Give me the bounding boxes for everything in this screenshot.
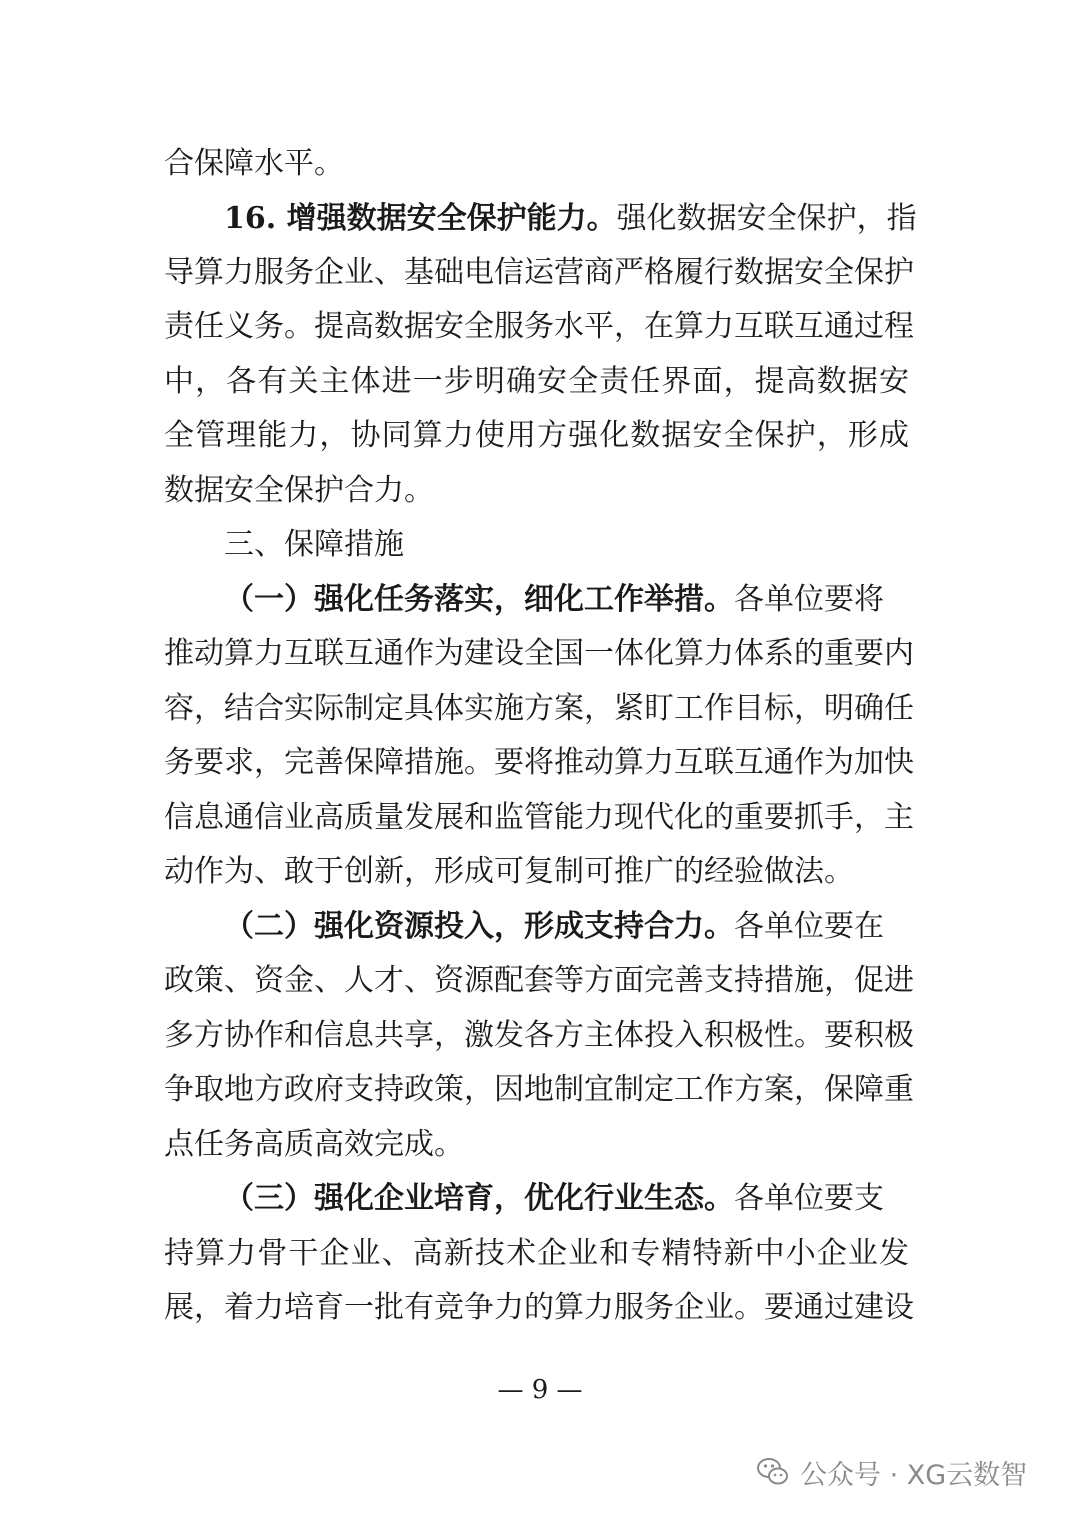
text-line: 容，结合实际制定具体实施方案，紧盯工作目标，明确任	[164, 691, 914, 726]
text-line: 点任务高质高效完成。	[164, 1127, 464, 1162]
text-line: 合保障水平。	[164, 146, 344, 181]
paragraph-1-line	[224, 582, 909, 618]
text-span: 各单位要支	[734, 1181, 884, 1216]
subheading-2: （二）强化资源投入，形成支持合力。	[224, 909, 734, 944]
text-line: 数据安全保护合力。	[164, 473, 434, 508]
text-line: 动作为、敢于创新，形成可复制可推广的经验做法。	[164, 854, 854, 889]
subheading-1: （一）强化任务落实，细化工作举措。	[224, 582, 734, 617]
section-heading: 三、保障措施	[224, 527, 404, 562]
subheading-3: （三）强化企业培育，优化行业生态。	[224, 1181, 734, 1216]
text-line: 争取地方政府支持政策，因地制宜制定工作方案，保障重	[164, 1072, 914, 1107]
text-line: 信息通信业高质量发展和监管能力现代化的重要抓手，主	[164, 800, 914, 835]
text-line: 多方协作和信息共享，激发各方主体投入积极性。要积极	[164, 1018, 914, 1053]
watermark	[756, 1452, 1027, 1492]
page-number: — 9 —	[497, 1375, 583, 1405]
paragraph-16-line	[224, 201, 917, 237]
watermark-text: 公众号 · XG云数智	[800, 1459, 1028, 1491]
heading-item-16: 16. 增强数据安全保护能力。	[224, 201, 617, 236]
text-line: 中，各有关主体进一步明确安全责任界面，提高数据安	[164, 364, 909, 399]
paragraph-2-line	[224, 909, 909, 945]
text-span: 强化数据安全保护，指	[616, 201, 917, 236]
text-line: 责任义务。提高数据安全服务水平，在算力互联互通过程	[164, 309, 914, 344]
text-line: 持算力骨干企业、高新技术企业和专精特新中小企业发	[164, 1236, 909, 1271]
text-line: 政策、资金、人才、资源配套等方面完善支持措施，促进	[164, 963, 914, 998]
text-line: 推动算力互联互通作为建设全国一体化算力体系的重要内	[164, 636, 914, 671]
wechat-icon	[756, 1455, 790, 1489]
paragraph-3-line	[224, 1181, 909, 1217]
text-span: 各单位要在	[734, 909, 884, 944]
text-line: 导算力服务企业、基础电信运营商严格履行数据安全保护	[164, 255, 914, 290]
text-span: 各单位要将	[734, 582, 884, 617]
text-line: 务要求，完善保障措施。要将推动算力互联互通作为加快	[164, 745, 914, 780]
text-line: 全管理能力，协同算力使用方强化数据安全保护，形成	[164, 418, 909, 453]
text-line: 展，着力培育一批有竞争力的算力服务企业。要通过建设	[164, 1290, 914, 1325]
